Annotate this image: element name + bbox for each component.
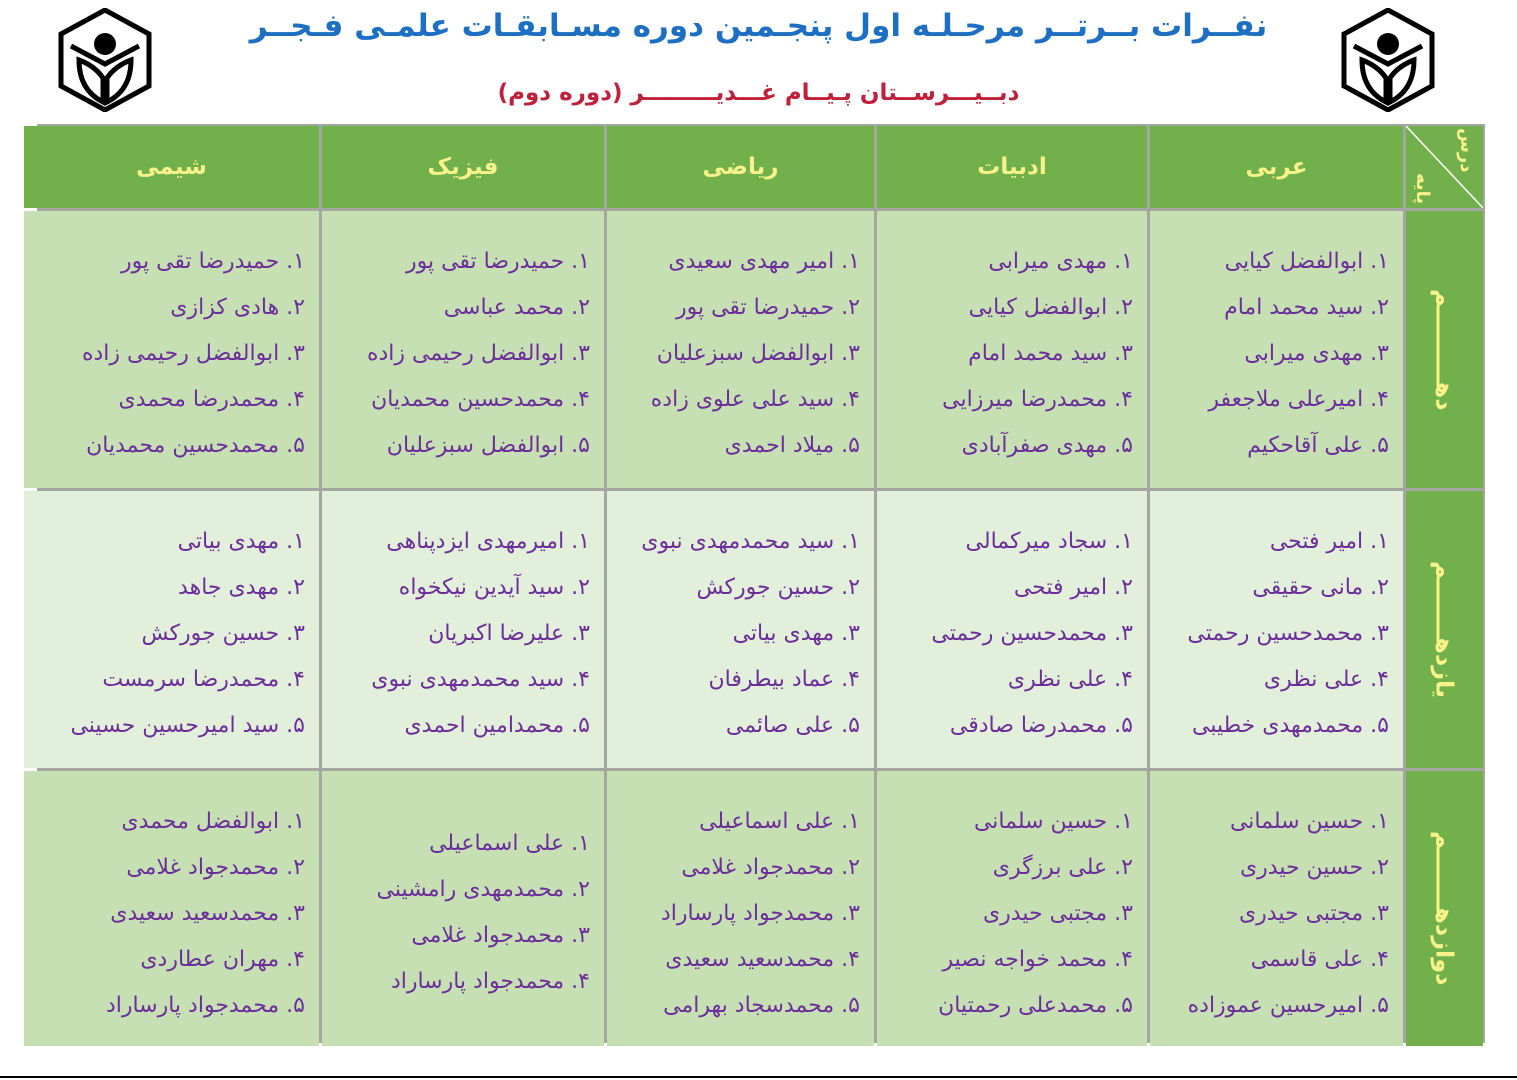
list-item: ۴. امیرعلی ملاجعفر [1208,387,1389,412]
name-list [24,771,319,1029]
name-list [607,491,874,749]
list-item: ۴. علی نظری [1263,667,1389,692]
list-item: ۳. محمدسعید سعیدی [110,901,305,926]
name-list [1150,491,1403,749]
list-item: ۳. حسین جورکش [141,621,305,646]
list-item: ۳. سید محمد امام [968,341,1133,366]
list-item: ۲. حسین حیدری [1239,855,1389,880]
list-item: ۲. حمیدرضا تقی پور [675,295,860,320]
column-header-arabic: عربی [1150,126,1403,208]
list-item: ۳. ابوالفضل سبزعلیان [656,341,860,366]
list-item: ۵. علی آقاحکیم [1247,433,1389,458]
list-item: ۱. سید محمدمهدی نبوی [641,529,860,554]
list-item: ۴. محمد خواجه نصیر [942,947,1133,972]
corner-cell [1406,126,1483,208]
list-item: ۳. علیرضا اکبریان [428,621,590,646]
list-item: ۲. سید محمد امام [1224,295,1389,320]
list-item: ۲. محمدجواد غلامی [681,855,860,880]
list-item: ۳. محمدجواد غلامی [411,923,590,948]
list-item: ۱. ابوالفضل کیایی [1224,249,1389,274]
list-item: ۴. عماد بیطرفان [708,667,860,692]
table-cell [607,211,874,488]
list-item: ۱. حسین سلمانی [973,809,1133,834]
list-item: ۱. امیرمهدی ایزدپناهی [386,529,590,554]
list-item: ۱. ابوالفضل محمدی [121,809,305,834]
grade-label-12 [1406,771,1483,1046]
list-item: ۵. مهدی صفرآبادی [961,433,1133,458]
list-item: ۱. حمیدرضا تقی پور [120,249,305,274]
results-table [37,124,1485,1043]
list-item: ۲. حسین جورکش [696,575,860,600]
name-list [322,771,604,1005]
list-item: ۱. امیر فتحی [1269,529,1389,554]
list-item: ۴. علی قاسمی [1250,947,1389,972]
list-item: ۴. محمدسعید سعیدی [665,947,860,972]
list-item: ۵. علی صائمی [725,713,860,738]
corner-label-grade: پایه [1412,172,1433,204]
list-item: ۴. سید علی علوی زاده [650,387,860,412]
list-item: ۲. امیر فتحی [1013,575,1133,600]
grade-label-11 [1406,491,1483,768]
name-list [1150,771,1403,1029]
table-cell [1150,211,1403,488]
school-emblem-icon [55,8,155,112]
list-item: ۲. محمدجواد غلامی [126,855,305,880]
name-list [24,491,319,749]
grade-label-10 [1406,211,1483,488]
list-item: ۳. محمدحسین رحمتی [1187,621,1389,646]
list-item: ۵. محمدرضا صادقی [949,713,1133,738]
name-list [607,211,874,469]
list-item: ۲. مانی حقیقی [1252,575,1389,600]
grade-text: دهـــــــــم [1430,288,1459,411]
table-cell [24,771,319,1046]
list-item: ۴. محمدرضا محمدی [118,387,305,412]
list-item: ۳. ابوالفضل رحیمی زاده [366,341,590,366]
list-item: ۵. محمدحسین محمدیان [86,433,305,458]
list-item: ۵. محمدجواد پارساراد [105,993,305,1018]
list-item: ۱. مهدی بیاتی [177,529,305,554]
list-item: ۱. امیر مهدی سعیدی [668,249,860,274]
list-item: ۲. علی برزگری [992,855,1133,880]
table-cell [607,491,874,768]
table-cell [24,211,319,488]
list-item: ۱. مهدی میرابی [988,249,1133,274]
table-cell [24,491,319,768]
grade-text: دوازدهـــــــم [1430,831,1459,986]
school-emblem-icon [1338,8,1438,112]
column-header-chemistry: شیمی [24,126,319,208]
list-item: ۵. محمدعلی رحمتیان [938,993,1133,1018]
table-cell [1150,771,1403,1046]
list-item: ۴. سید محمدمهدی نبوی [371,667,590,692]
list-item: ۴. علی نظری [1007,667,1133,692]
list-item: ۵. محمدسجاد بهرامی [663,993,860,1018]
table-cell [1150,491,1403,768]
list-item: ۵. سید امیرحسین حسینی [70,713,305,738]
table-cell [877,491,1147,768]
name-list [877,491,1147,749]
list-item: ۳. مجتبی حیدری [1238,901,1389,926]
corner-label-subject: درس [1456,128,1477,173]
list-item: ۳. ابوالفضل رحیمی زاده [81,341,305,366]
name-list [322,211,604,469]
name-list [322,491,604,749]
list-item: ۴. محمدحسین محمدیان [371,387,590,412]
grade-text: یازدهـــــــم [1430,560,1459,699]
column-header-math: ریاضی [607,126,874,208]
list-item: ۵. امیرحسین عموزاده [1187,993,1389,1018]
list-item: ۲. هادی کزازی [170,295,305,320]
list-item: ۴. محمدرضا سرمست [102,667,305,692]
list-item: ۱. حسین سلمانی [1229,809,1389,834]
table-cell [322,491,604,768]
list-item: ۱. حمیدرضا تقی پور [405,249,590,274]
column-header-physics: فیزیک [322,126,604,208]
list-item: ۳. مجتبی حیدری [982,901,1133,926]
list-item: ۵. ابوالفضل سبزعلیان [386,433,590,458]
column-header-literature: ادبیات [877,126,1147,208]
name-list [877,211,1147,469]
list-item: ۲. مهدی جاهد [178,575,305,600]
list-item: ۲. محمدمهدی رامشینی [376,877,590,902]
table-cell [322,211,604,488]
page-title: نفــرات بــرتــر مرحـلـه اول پنجـمین دوره مسـابقـات علمـی فـجــر [249,8,1268,44]
list-item: ۵. محمدمهدی خطیبی [1191,713,1389,738]
name-list [24,211,319,469]
list-item: ۲. محمد عباسی [443,295,590,320]
list-item: ۵. محمدامین احمدی [404,713,590,738]
page-divider [0,1076,1517,1078]
name-list [1150,211,1403,469]
list-item: ۵. میلاد احمدی [724,433,860,458]
table-cell [322,771,604,1046]
list-item: ۱. سجاد میرکمالی [965,529,1133,554]
list-item: ۳. مهدی بیاتی [732,621,860,646]
page-subtitle: دبــیـــرســتان پـیــام غـــدیـــــــــر (دوره دوم) [497,80,1020,106]
list-item: ۳. محمدجواد پارساراد [660,901,860,926]
name-list [607,771,874,1029]
list-item: ۲. سید آیدین نیکخواه [398,575,590,600]
list-item: ۱. علی اسماعیلی [699,809,860,834]
list-item: ۲. ابوالفضل کیایی [968,295,1133,320]
name-list [877,771,1147,1029]
table-cell [877,211,1147,488]
list-item: ۱. علی اسماعیلی [429,831,590,856]
list-item: ۴. مهران عطاردی [140,947,305,972]
list-item: ۳. محمدحسین رحمتی [931,621,1133,646]
list-item: ۴. محمدجواد پارساراد [390,969,590,994]
table-cell [877,771,1147,1046]
list-item: ۴. محمدرضا میرزایی [942,387,1133,412]
list-item: ۳. مهدی میرابی [1244,341,1389,366]
table-cell [607,771,874,1046]
